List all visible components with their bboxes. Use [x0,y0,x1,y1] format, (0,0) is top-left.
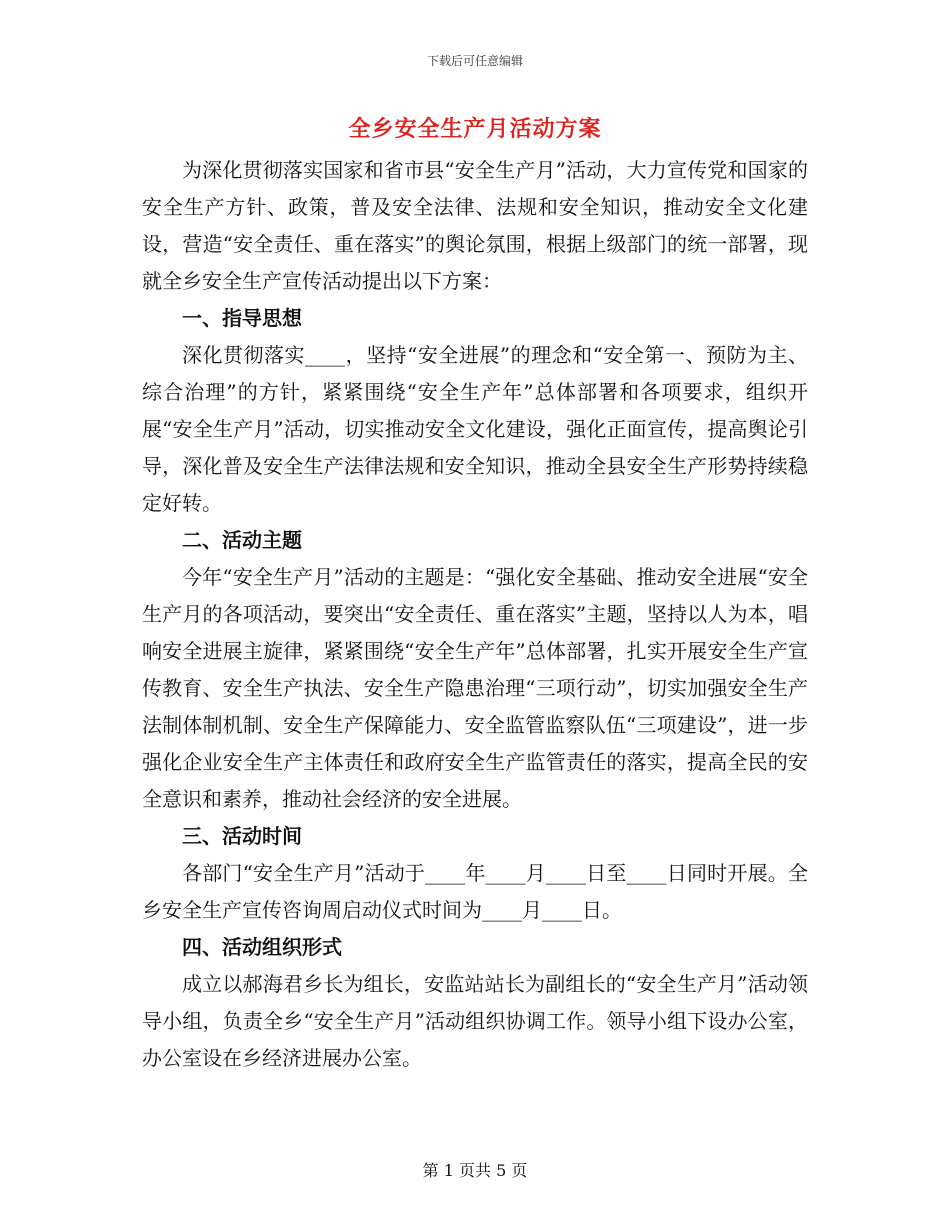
section-text-activity-theme: 今年“安全生产月”活动的主题是：“强化安全基础、推动安全进展“安全生产月的各项活动，要突出“安全责任、重在落实”主题，坚持以人为本，唱响安全进展主旋律，紧紧围绕“安全生产年”总体部署，扎实开展安全生产宣传教育、安全生产执法、安全生产隐患治理“三项行动”，切实加强安全生产法制体制机制、安全生产保障能力、安全监管监察队伍“三项建设”，进一步强化企业安全生产主体责任和政府安全生产监管责任的落实，提高全民的安全意识和素养，推动社会经济的安全进展。 [142,565,808,811]
section-text-organization-form: 成立以郝海君乡长为组长，安监站站长为副组长的“安全生产月”活动领导小组，负责全乡“安全生产月”活动组织协调工作。领导小组下设办公室，办公室设在乡经济进展办公室。 [142,972,808,1070]
section-heading-guiding-thought: 一、指导思想 [182,306,302,330]
section-heading-activity-theme: 二、活动主题 [182,528,302,552]
page-header-note: 下载后可任意编辑 [426,54,523,68]
section-heading-activity-time: 三、活动时间 [182,824,302,848]
section-text-activity-time: 各部门“安全生产月”活动于____年____月____日至____日同时开展。全乡安全生产宣传咨询周启动仪式时间为____月____日。 [142,861,808,922]
intro-paragraph: 为深化贯彻落实国家和省市县“安全生产月”活动，大力宣传党和国家的安全生产方针、政策，普及安全法律、法规和安全知识，推动安全文化建设，营造“安全责任、重在落实”的舆论氛围，根据上级部门的统一部署，现就全乡安全生产宣传活动提出以下方案： [142,158,808,293]
section-heading-organization-form: 四、活动组织形式 [182,935,342,959]
section-text-guiding-thought: 深化贯彻落实____，坚持“安全进展”的理念和“安全第一、预防为主、综合治理”的方针，紧紧围绕“安全生产年”总体部署和各项要求，组织开展“安全生产月”活动，切实推动安全文化建设，强化正面宣传，提高舆论引导，深化普及安全生产法律法规和安全知识，推动全县安全生产形势持续稳定好转。 [142,343,808,515]
page-number-footer: 第 1 页共 5 页 [422,1161,528,1180]
document-body [142,152,808,1077]
document-title: 全乡安全生产月活动方案 [348,116,602,142]
